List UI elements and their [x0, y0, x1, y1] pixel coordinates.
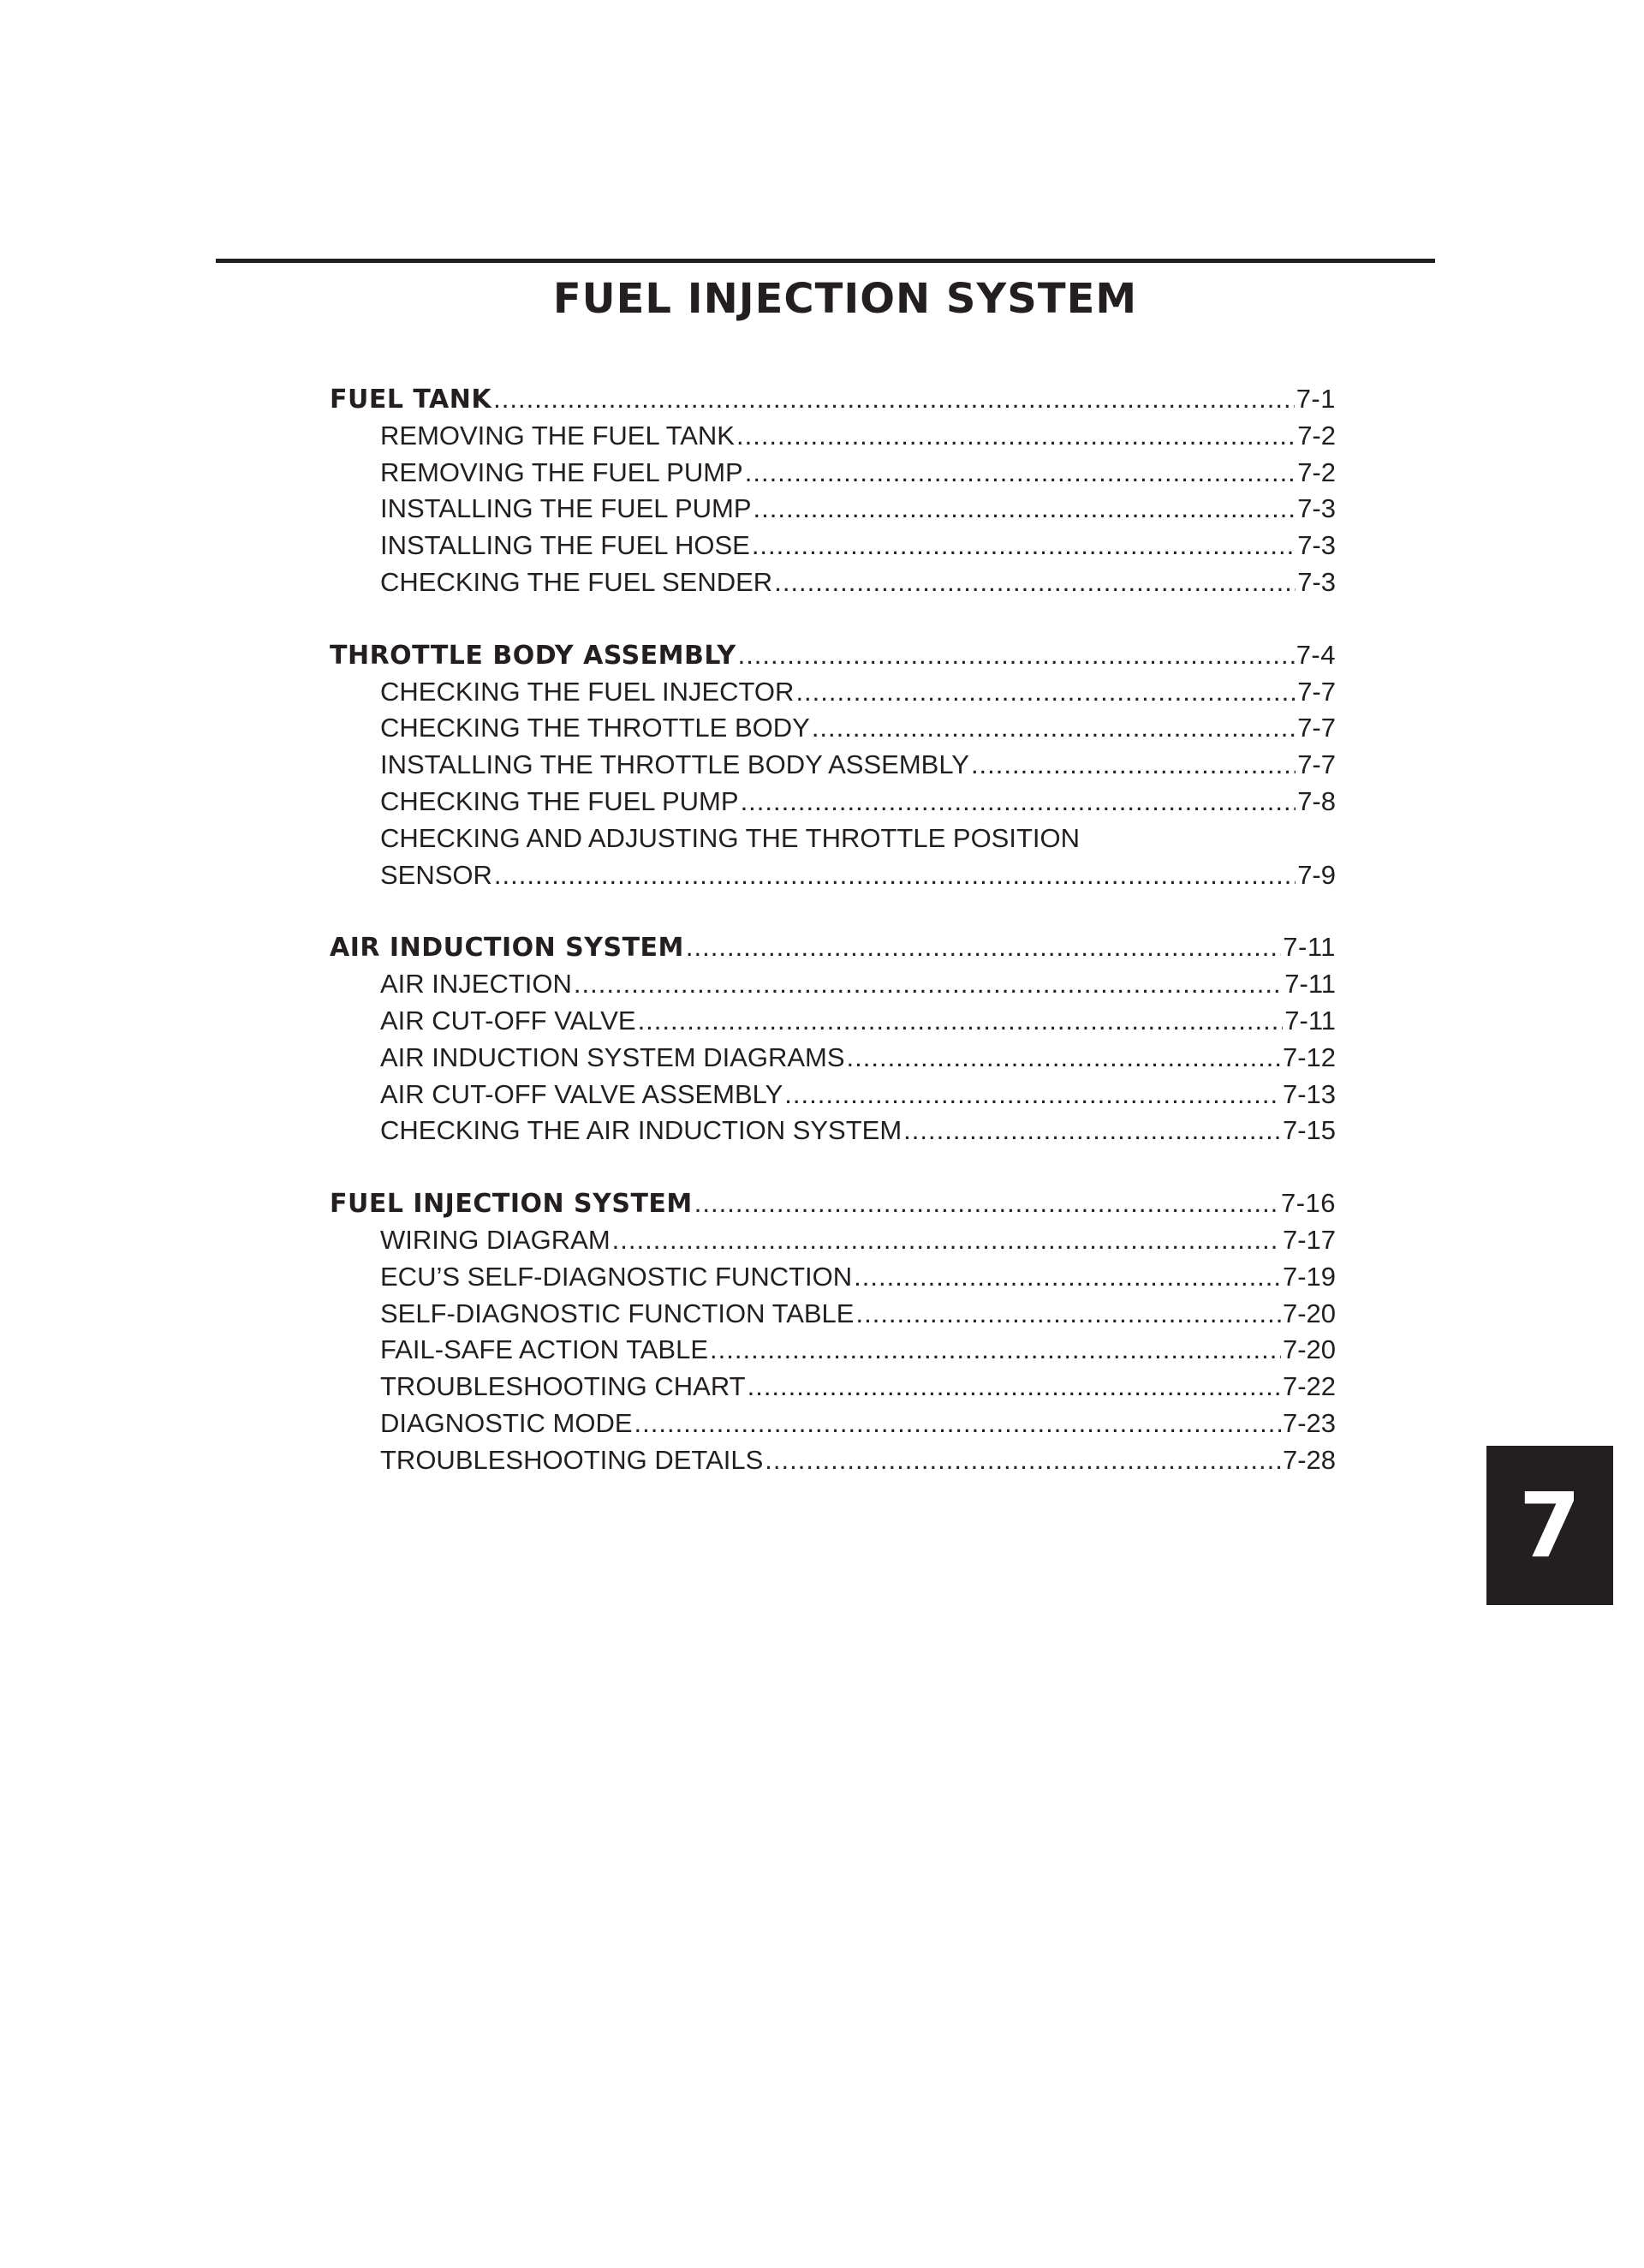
toc-entry[interactable]	[330, 969, 1336, 1006]
toc-entry[interactable]	[330, 530, 1336, 567]
dot-leader	[855, 1298, 1280, 1329]
toc-entry[interactable]	[330, 713, 1336, 749]
dot-leader	[752, 530, 1296, 561]
chapter-number: 7	[1518, 1473, 1581, 1578]
dot-leader	[738, 640, 1295, 671]
toc-entry-label: AIR CUT-OFF VALVE ASSEMBLY	[380, 1078, 783, 1109]
dot-leader	[795, 677, 1296, 707]
toc-section-fuel-tank	[330, 384, 1336, 604]
toc-entry-continuation[interactable]	[330, 860, 1336, 897]
dot-leader	[745, 457, 1296, 488]
toc-entry-label: REMOVING THE FUEL TANK	[380, 420, 735, 451]
dot-leader	[612, 1225, 1281, 1256]
dot-leader	[812, 713, 1296, 743]
toc-entry[interactable]	[330, 1079, 1336, 1116]
toc-entry[interactable]	[330, 1334, 1336, 1371]
toc-entry-label: TROUBLESHOOTING DETAILS	[380, 1444, 764, 1475]
toc-page-number: 7-22	[1282, 1371, 1336, 1402]
toc-entry-label: CHECKING THE AIR INDUCTION SYSTEM	[380, 1115, 902, 1146]
dot-leader	[854, 1262, 1281, 1292]
toc-entry[interactable]	[330, 786, 1336, 823]
toc-entry-label: FAIL-SAFE ACTION TABLE	[380, 1334, 709, 1365]
toc-entry-label: AIR INJECTION	[380, 969, 572, 1000]
toc-page-number: 7-2	[1297, 457, 1336, 487]
toc-entry-label: WIRING DIAGRAM	[380, 1224, 611, 1255]
toc-page-number: 7-16	[1280, 1188, 1336, 1219]
dot-leader	[686, 932, 1281, 963]
toc-entry-label: CHECKING AND ADJUSTING THE THROTTLE POSITION	[380, 822, 1081, 853]
dot-leader	[774, 567, 1296, 598]
toc-entry-label: INSTALLING THE FUEL HOSE	[380, 530, 750, 561]
dot-leader	[971, 749, 1296, 780]
toc-entry-label: CHECKING THE FUEL PUMP	[380, 785, 739, 816]
dot-leader	[710, 1334, 1281, 1365]
toc-entry[interactable]	[330, 1298, 1336, 1335]
dot-leader	[741, 786, 1296, 817]
toc-entry[interactable]	[330, 493, 1336, 530]
toc-page-number: 7-15	[1282, 1115, 1336, 1146]
toc-entry-label: CHECKING THE THROTTLE BODY	[380, 713, 810, 743]
dot-leader	[634, 1408, 1281, 1439]
table-of-contents	[330, 384, 1336, 1518]
toc-entry-label: SELF-DIAGNOSTIC FUNCTION TABLE	[380, 1298, 855, 1328]
toc-entry-label: CHECKING THE FUEL SENDER	[380, 566, 773, 597]
toc-entry[interactable]	[330, 457, 1336, 494]
toc-page-number: 7-11	[1284, 969, 1336, 1000]
toc-entry[interactable]	[330, 1006, 1336, 1042]
toc-entry-label-continuation: SENSOR	[380, 859, 492, 890]
toc-heading[interactable]	[330, 640, 1336, 677]
dot-leader	[765, 1445, 1281, 1476]
toc-heading-label: FUEL TANK	[330, 385, 492, 415]
toc-section-fuel-injection	[330, 1188, 1336, 1481]
toc-page-number: 7-3	[1297, 493, 1336, 524]
toc-page-number: 7-1	[1296, 384, 1336, 414]
dot-leader	[748, 1371, 1281, 1402]
toc-entry[interactable]	[330, 567, 1336, 604]
toc-section-throttle-body	[330, 640, 1336, 897]
toc-entry[interactable]	[330, 1371, 1336, 1408]
toc-page-number: 7-13	[1282, 1078, 1336, 1109]
chapter-tab	[1486, 1446, 1613, 1605]
toc-page-number: 7-20	[1282, 1334, 1336, 1365]
toc-page-number: 7-4	[1296, 639, 1336, 670]
toc-page-number: 7-7	[1297, 713, 1336, 743]
toc-heading[interactable]	[330, 932, 1336, 969]
toc-page-number: 7-23	[1282, 1407, 1336, 1438]
toc-page-number: 7-7	[1297, 676, 1336, 707]
dot-leader	[736, 421, 1296, 451]
toc-entry[interactable]	[330, 1262, 1336, 1298]
dot-leader	[494, 860, 1296, 891]
dot-leader	[638, 1006, 1284, 1036]
dot-leader	[754, 493, 1296, 524]
toc-page-number: 7-9	[1297, 859, 1336, 890]
toc-heading-label: AIR INDUCTION SYSTEM	[330, 933, 684, 964]
toc-entry-label: DIAGNOSTIC MODE	[380, 1407, 633, 1438]
toc-entry-label: CHECKING THE FUEL INJECTOR	[380, 676, 795, 707]
dot-leader	[694, 1188, 1279, 1219]
toc-page-number: 7-7	[1297, 749, 1336, 780]
toc-entry[interactable]	[330, 1115, 1336, 1152]
dot-leader	[493, 384, 1295, 415]
dot-leader	[847, 1042, 1281, 1073]
toc-heading[interactable]	[330, 1188, 1336, 1225]
toc-entry-label: REMOVING THE FUEL PUMP	[380, 457, 743, 487]
dot-leader	[903, 1115, 1281, 1146]
toc-page-number: 7-11	[1284, 1005, 1336, 1036]
dot-leader	[574, 969, 1283, 1000]
page-title: FUEL INJECTION SYSTEM	[552, 275, 1138, 323]
toc-page-number: 7-20	[1282, 1298, 1336, 1328]
toc-page-number: 7-3	[1297, 530, 1336, 561]
toc-entry[interactable]	[330, 421, 1336, 457]
toc-entry[interactable]	[330, 1408, 1336, 1445]
toc-section-air-induction	[330, 932, 1336, 1152]
toc-page-number: 7-19	[1282, 1261, 1336, 1292]
toc-entry-label: INSTALLING THE THROTTLE BODY ASSEMBLY	[380, 749, 969, 780]
toc-page-number: 7-8	[1297, 785, 1336, 816]
toc-page-number: 7-11	[1283, 932, 1336, 963]
toc-entry-label: AIR INDUCTION SYSTEM DIAGRAMS	[380, 1041, 845, 1072]
dot-leader	[784, 1079, 1281, 1110]
toc-page-number: 7-3	[1297, 566, 1336, 597]
toc-heading-label: FUEL INJECTION SYSTEM	[330, 1189, 693, 1220]
toc-entry[interactable]	[330, 749, 1336, 786]
toc-entry-label: ECU’S SELF-DIAGNOSTIC FUNCTION	[380, 1261, 853, 1292]
toc-entry[interactable]	[330, 677, 1336, 713]
toc-entry-label: AIR CUT-OFF VALVE	[380, 1005, 636, 1036]
toc-entry[interactable]	[330, 1445, 1336, 1482]
toc-entry-label: TROUBLESHOOTING CHART	[380, 1371, 746, 1402]
toc-heading-label: THROTTLE BODY ASSEMBLY	[330, 640, 736, 671]
title-rule	[216, 259, 1435, 263]
toc-page-number: 7-2	[1297, 420, 1336, 451]
toc-entry[interactable]	[330, 1042, 1336, 1079]
toc-page-number: 7-12	[1282, 1041, 1336, 1072]
toc-entry[interactable]	[330, 1225, 1336, 1262]
toc-entry-label: INSTALLING THE FUEL PUMP	[380, 493, 752, 524]
toc-heading[interactable]	[330, 384, 1336, 421]
toc-entry-multiline[interactable]	[330, 823, 1336, 860]
toc-page-number: 7-28	[1282, 1444, 1336, 1475]
toc-page-number: 7-17	[1282, 1224, 1336, 1255]
